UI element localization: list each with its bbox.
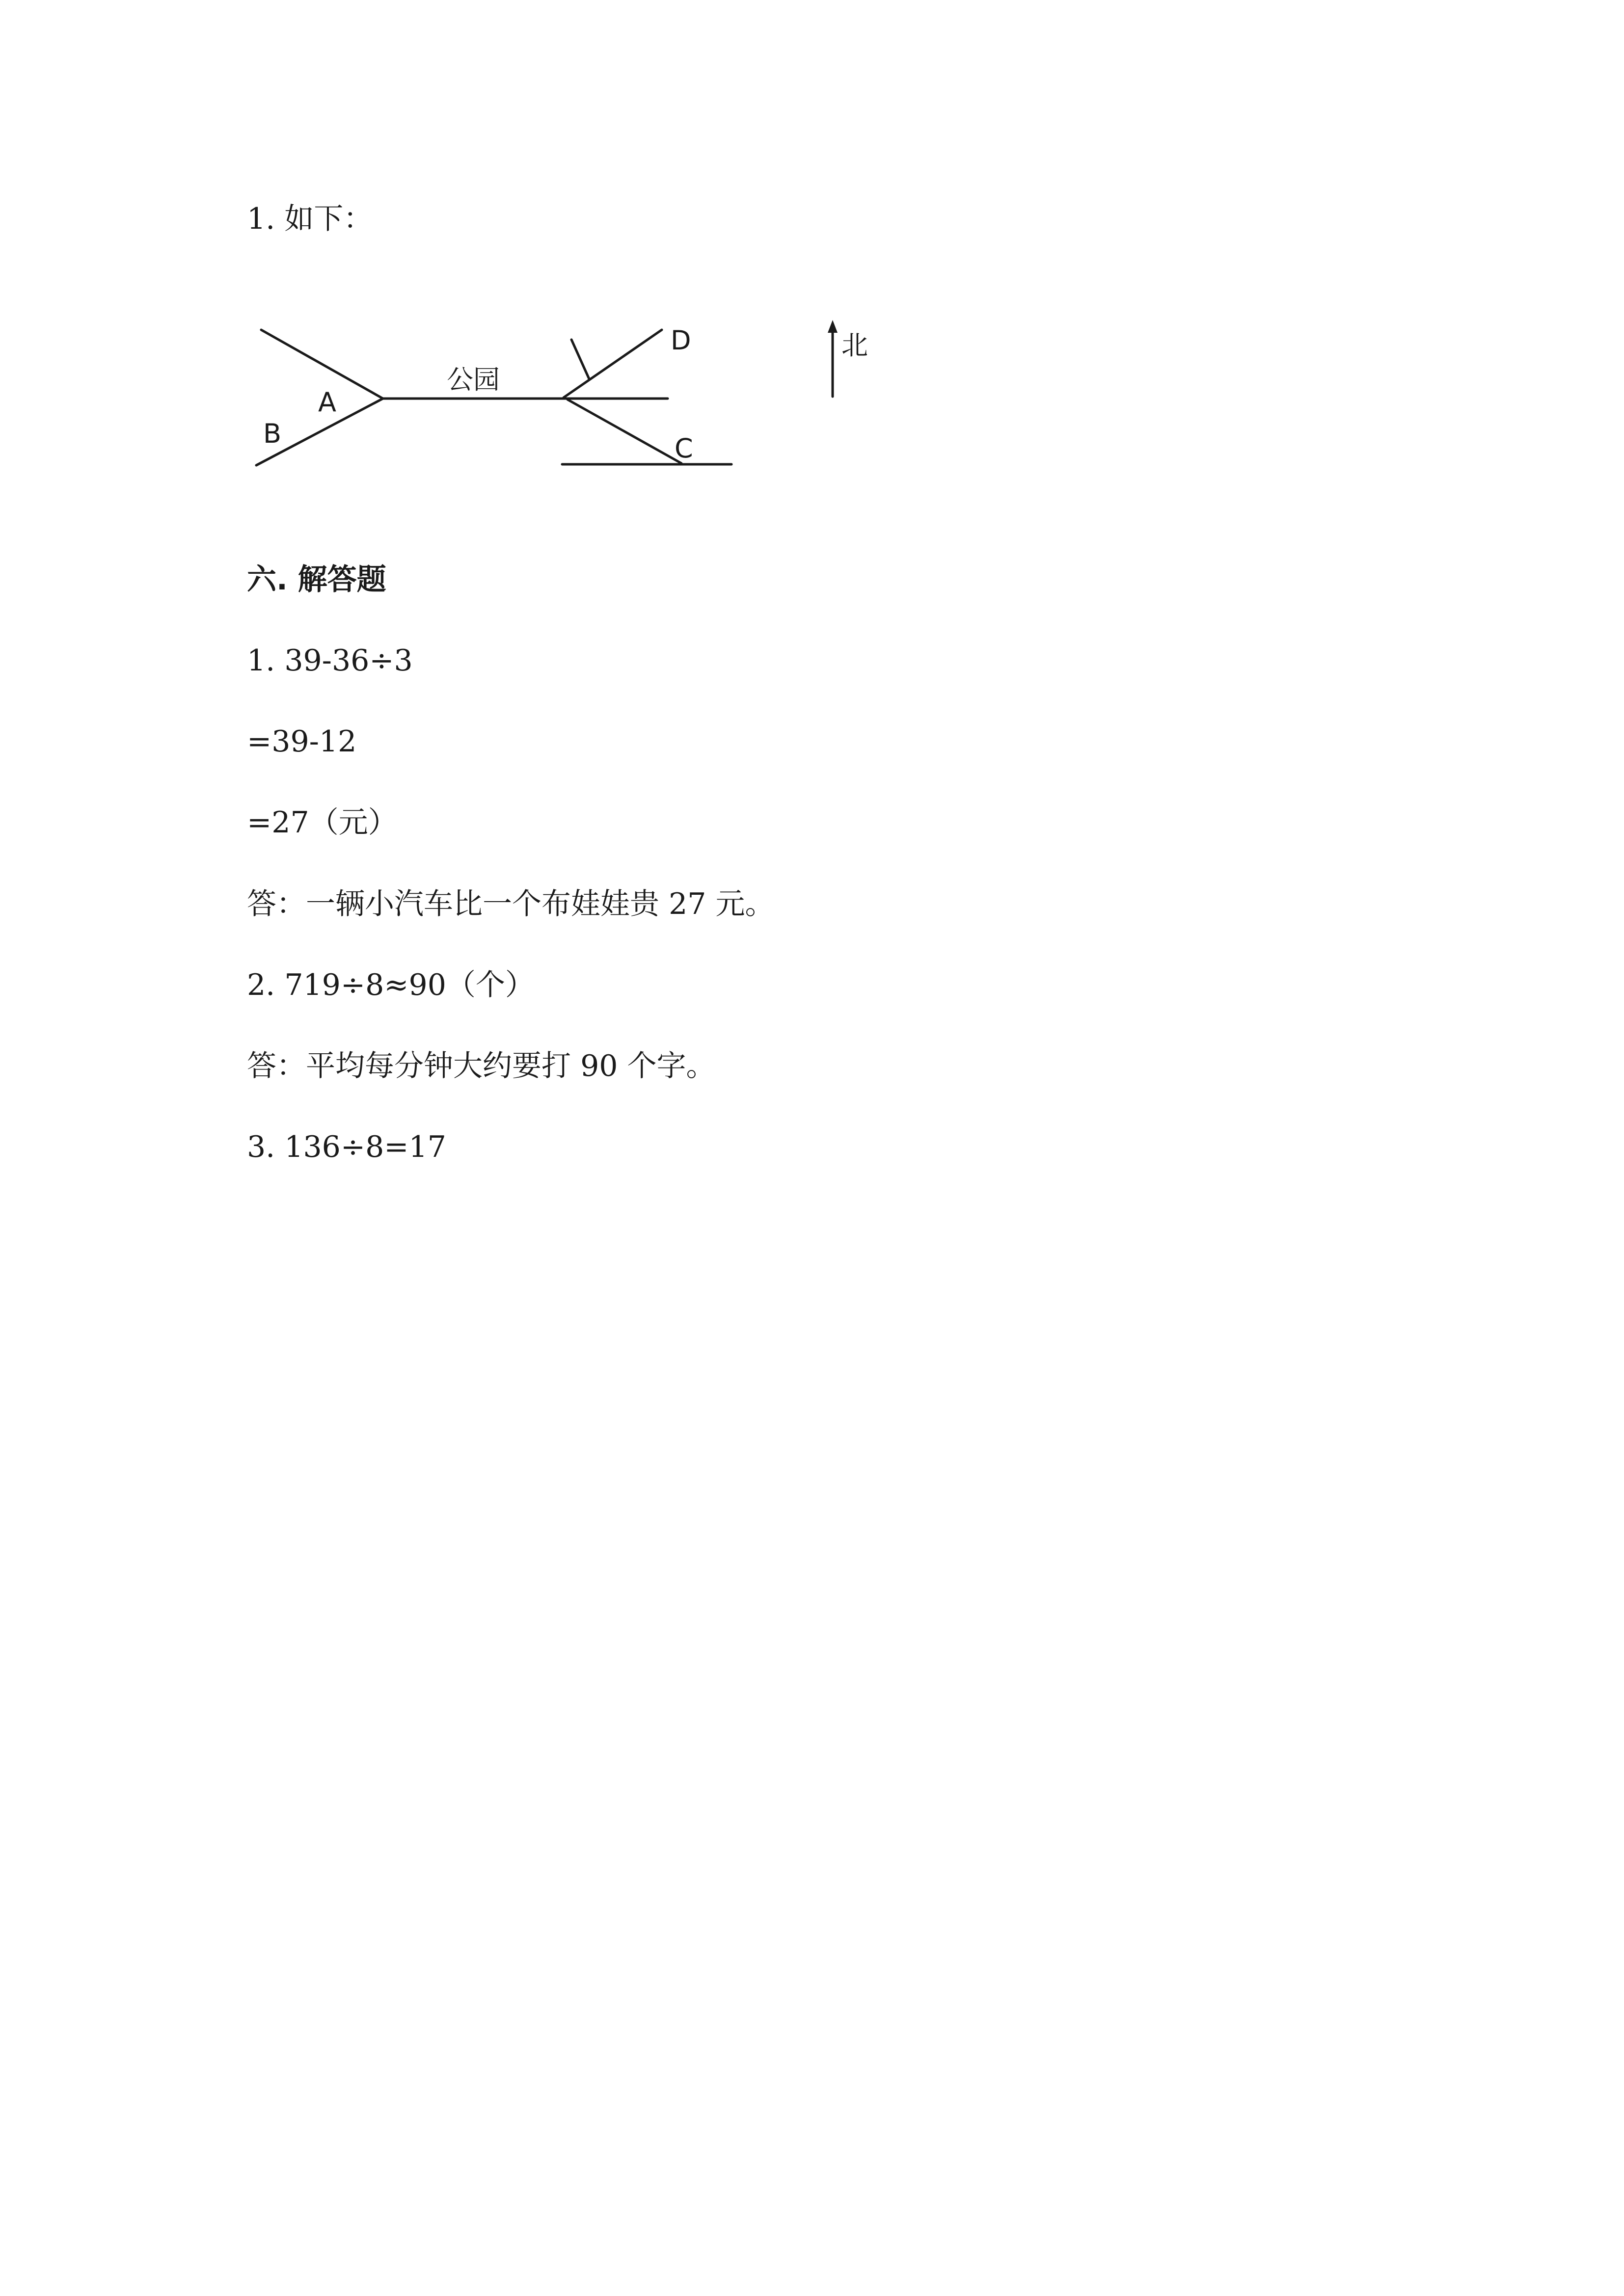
solution-line-1: 1. 39-36÷3 — [247, 643, 413, 678]
label-park: 公园 — [447, 364, 500, 395]
solution-line-2: =39-12 — [247, 724, 357, 759]
answer-line-1: 答：一辆小汽车比一个布娃娃贵 27 元。 — [247, 887, 775, 921]
map-diagram — [245, 309, 893, 476]
solution-line-4: 2. 719÷8≈90（个） — [247, 968, 535, 1002]
road-to-c — [568, 400, 681, 463]
road-branch-up — [571, 340, 589, 379]
label-d: D — [671, 325, 691, 356]
label-north: 北 — [841, 330, 868, 361]
section-heading: 六. 解答题 — [247, 562, 386, 597]
answer-line-2: 答：平均每分钟大约要打 90 个字。 — [247, 1049, 716, 1083]
label-a: A — [318, 387, 336, 418]
road-to-d — [564, 330, 662, 398]
label-c: C — [675, 433, 693, 464]
north-arrow-icon — [828, 320, 838, 333]
solution-line-5: 3. 136÷8=17 — [247, 1130, 446, 1164]
label-b: B — [263, 418, 282, 449]
solution-line-3: =27（元） — [247, 805, 398, 840]
answer-item-1: 1. 如下： — [247, 202, 373, 236]
